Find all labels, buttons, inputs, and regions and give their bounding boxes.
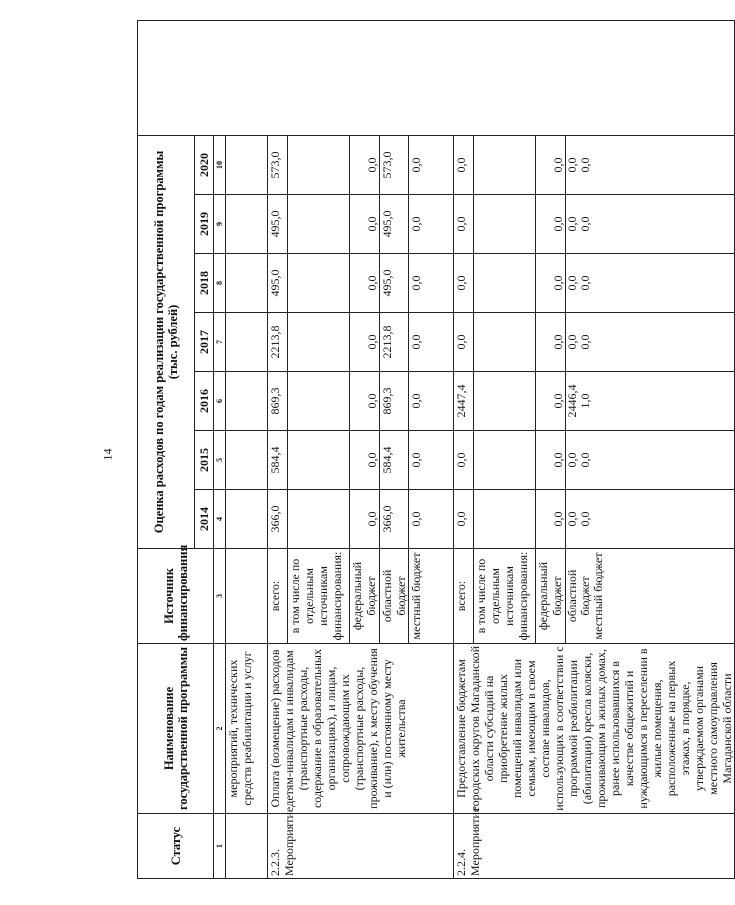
source-total-label: всего: — [454, 549, 474, 644]
total-value: 366,0 — [268, 490, 288, 549]
source-federal-label: федеральный бюджет — [536, 549, 566, 644]
local-value: 0,0 — [578, 334, 592, 350]
total-value: 495,0 — [268, 195, 288, 254]
total-value: 0,0 — [454, 313, 474, 372]
header-source: Источник финансирования — [138, 549, 214, 644]
total-value: 0,0 — [454, 254, 474, 313]
local-value: 0,0 — [409, 490, 454, 549]
regional-value: 0,0 — [565, 511, 579, 527]
federal-value: 0,0 — [536, 195, 566, 254]
column-number: 2 — [214, 644, 226, 814]
measure-status: 2.2.3. Мероприятие — [268, 814, 454, 879]
column-number: 9 — [214, 195, 226, 254]
regional-value: 0,0 — [565, 452, 579, 468]
local-value: 0,0 — [578, 275, 592, 291]
source-regional-local-labels — [566, 549, 735, 644]
regional-value: 0,0 — [565, 157, 579, 173]
regional-local-values — [566, 195, 735, 254]
source-regional-label: областной бюджет — [380, 549, 409, 644]
federal-value: 0,0 — [350, 135, 380, 194]
federal-value: 0,0 — [350, 372, 380, 431]
year-header: 2015 — [195, 431, 214, 490]
blank-margin — [138, 20, 735, 135]
regional-local-values — [566, 313, 735, 372]
federal-value: 0,0 — [536, 490, 566, 549]
source-regional-label: областной бюджет — [565, 569, 592, 623]
total-value: 495,0 — [268, 254, 288, 313]
source-total-label: всего: — [268, 549, 288, 644]
federal-value: 0,0 — [350, 254, 380, 313]
column-number: 10 — [214, 135, 226, 194]
regional-value: 495,0 — [380, 254, 409, 313]
regional-value: 0,0 — [565, 275, 579, 291]
rotated-table-container — [137, 21, 734, 879]
year-header: 2019 — [195, 195, 214, 254]
local-value: 0,0 — [578, 452, 592, 468]
regional-local-values — [566, 254, 735, 313]
column-number: 3 — [214, 549, 226, 644]
source-local-label: местный бюджет — [591, 552, 605, 640]
column-number: 4 — [214, 490, 226, 549]
year-header: 2014 — [195, 490, 214, 549]
regional-local-values — [566, 135, 735, 194]
year-header: 2018 — [195, 254, 214, 313]
regional-value: 366,0 — [380, 490, 409, 549]
regional-value: 0,0 — [565, 216, 579, 232]
column-number: 6 — [214, 372, 226, 431]
source-including-label: в том числе по отдельным источникам финансирования: — [474, 549, 536, 644]
continuation-status — [226, 814, 268, 879]
regional-value: 573,0 — [380, 135, 409, 194]
federal-value: 0,0 — [536, 313, 566, 372]
total-value: 2447,4 — [454, 372, 474, 431]
federal-value: 0,0 — [350, 195, 380, 254]
header-status: Статус — [138, 814, 214, 879]
federal-value: 0,0 — [536, 135, 566, 194]
source-federal-label: федеральный бюджет — [350, 549, 380, 644]
local-value: 0,0 — [409, 313, 454, 372]
federal-value: 0,0 — [536, 254, 566, 313]
regional-local-values — [566, 372, 735, 431]
measure-name: Оплата (возмещение) расходов детям-инвалидам и инвалидам (транспортные расходы, содержание в образовательных организациях), и лицам, сопровождающим их (транспортные расходы, проживание), к месту обучения и (или) постоянному месту жительства — [268, 644, 454, 814]
federal-value: 0,0 — [536, 431, 566, 490]
column-number: 1 — [214, 814, 226, 879]
column-number: 7 — [214, 313, 226, 372]
local-value: 0,0 — [409, 431, 454, 490]
local-value: 1,0 — [578, 393, 592, 409]
regional-value: 2213,8 — [380, 313, 409, 372]
local-value: 0,0 — [578, 511, 592, 527]
local-value: 0,0 — [578, 216, 592, 232]
total-value: 2213,8 — [268, 313, 288, 372]
federal-value: 0,0 — [536, 372, 566, 431]
total-value: 573,0 — [268, 135, 288, 194]
column-number: 8 — [214, 254, 226, 313]
regional-value: 2446,4 — [565, 384, 579, 418]
local-value: 0,0 — [409, 135, 454, 194]
source-including-label: в том числе по отдельным источникам финансирования: — [288, 549, 350, 644]
total-value: 0,0 — [454, 490, 474, 549]
federal-value: 0,0 — [350, 313, 380, 372]
federal-value: 0,0 — [350, 431, 380, 490]
continuation-name: мероприятий, технических средств реабилитации и услуг — [226, 644, 268, 814]
total-value: 0,0 — [454, 431, 474, 490]
total-value: 0,0 — [454, 195, 474, 254]
regional-value: 0,0 — [565, 334, 579, 350]
regional-value: 495,0 — [380, 195, 409, 254]
page-number: 14 — [100, 448, 115, 461]
local-value: 0,0 — [409, 254, 454, 313]
header-name: Наименование государственной программы — [138, 644, 214, 814]
total-value: 869,3 — [268, 372, 288, 431]
regional-local-values — [566, 431, 735, 490]
measure-name: Предоставление бюджетам городских округов Магаданской области субсидий на приобретение жилых помещений инвалидам или семьям, имеющим в своем составе инвалидов, использующих в соответствии с программой реабилитации (абилитации) кресла коляски, проживающим в жилых домах, ранее использовавшихся в качестве общежитий и нуждающимся в переселении в жилые помещения, расположенные на первых этажах, в порядке, утверждаемом органами местного самоуправления Магаданской области — [454, 644, 735, 814]
regional-local-values — [566, 490, 735, 549]
regional-value: 869,3 — [380, 372, 409, 431]
local-value: 0,0 — [409, 195, 454, 254]
local-value: 0,0 — [409, 372, 454, 431]
local-value: 0,0 — [578, 157, 592, 173]
year-header: 2020 — [195, 135, 214, 194]
total-value: 584,4 — [268, 431, 288, 490]
regional-value: 584,4 — [380, 431, 409, 490]
year-header: 2017 — [195, 313, 214, 372]
measure-status: 2.2.4. Мероприятие — [454, 814, 735, 879]
header-estimate: Оценка расходов по годам реализации государственной программы (тыс. рублей) — [138, 135, 195, 548]
total-value: 0,0 — [454, 135, 474, 194]
column-number: 5 — [214, 431, 226, 490]
budget-table — [137, 20, 735, 879]
federal-value: 0,0 — [350, 490, 380, 549]
year-header: 2016 — [195, 372, 214, 431]
source-local-label: местный бюджет — [409, 549, 454, 644]
